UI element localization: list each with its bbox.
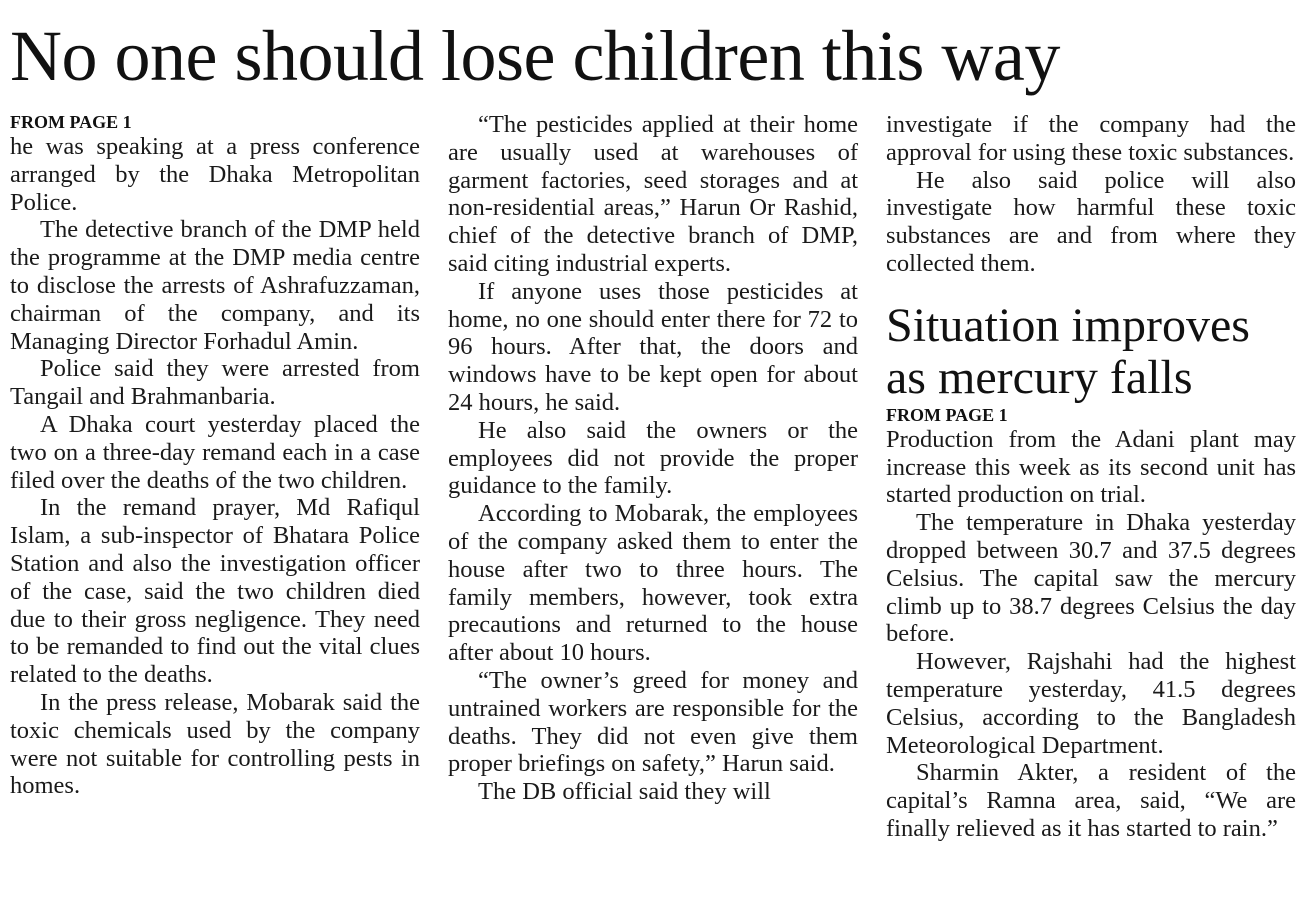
second-story-headline: Situation improves as mercury falls — [886, 298, 1250, 404]
page-headline: No one should lose children this way — [10, 16, 1060, 96]
article-column-2 — [448, 111, 858, 806]
article-paragraph: Sharmin Akter, a resident of the capital’s Ramna area, said, “We are finally relieved as it has started to rain.” — [886, 759, 1296, 842]
second-story-kicker: FROM PAGE 1 — [886, 404, 1008, 425]
article-paragraph: In the press release, Mobarak said the toxic chemicals used by the company were not suitable for controlling pests in homes. — [10, 688, 420, 800]
article-paragraph: He also said police will also investigate how harmful these toxic substances are and from where they collected them. — [886, 166, 1296, 277]
article-paragraph: The DB official said they will — [478, 778, 771, 806]
article-paragraph: Production from the Adani plant may increase this week as its second unit has started production on trial. — [886, 425, 1296, 509]
article-paragraph: He also said the owners or the employees did not provide the proper guidance to the family. — [448, 416, 858, 500]
article-paragraph: However, Rajshahi had the highest temperature yesterday, 41.5 degrees Celsius, according to the Bangladesh Meteorological Department. — [886, 648, 1296, 759]
article-paragraph: According to Mobarak, the employees of the company asked them to enter the house after two to three hours. The family members, however, took extra precautions and returned to the house after about 10 hours. — [448, 500, 858, 667]
article-paragraph: The detective branch of the DMP held the programme at the DMP media centre to disclose the arrests of Ashrafuzzaman, chairman of the company, and its Managing Director Forhadul Amin. — [10, 216, 420, 355]
article-column-1 — [10, 111, 420, 800]
article-column-3 — [886, 111, 1296, 843]
article-paragraph: The temperature in Dhaka yesterday dropped between 30.7 and 37.5 degrees Celsius. The capital saw the mercury climb up to 38.7 degrees Celsius the day before. — [886, 509, 1296, 648]
article-paragraph: Police said they were arrested from Tangail and Brahmanbaria. — [10, 355, 420, 411]
article-paragraph: “The owner’s greed for money and untrained workers are responsible for the deaths. They did not even give them proper briefings on safety,” Harun said. — [448, 666, 858, 778]
article-paragraph: investigate if the company had the approval for using these toxic substances. — [886, 111, 1296, 166]
from-page-kicker: FROM PAGE 1 — [10, 112, 132, 132]
article-paragraph: he was speaking at a press conference arranged by the Dhaka Metropolitan Police. — [10, 133, 420, 216]
article-paragraph: In the remand prayer, Md Rafiqul Islam, a sub-inspector of Bhatara Police Station and also the investigation officer of the case, said the two children died due to their gross negligence. They need to be remanded to find out the vital clues related to the deaths. — [10, 494, 420, 689]
article-paragraph: If anyone uses those pesticides at home, no one should enter there for 72 to 96 hours. After that, the doors and windows have to be kept open for about 24 hours, he said. — [448, 277, 858, 416]
article-paragraph: “The pesticides applied at their home are usually used at warehouses of garment factories, seed storages and at non-residential areas,” Harun Or Rashid, chief of the detective branch of DMP, said citing industrial experts. — [448, 111, 858, 277]
article-paragraph: A Dhaka court yesterday placed the two on a three-day remand each in a case filed over the deaths of the two children. — [10, 410, 420, 494]
